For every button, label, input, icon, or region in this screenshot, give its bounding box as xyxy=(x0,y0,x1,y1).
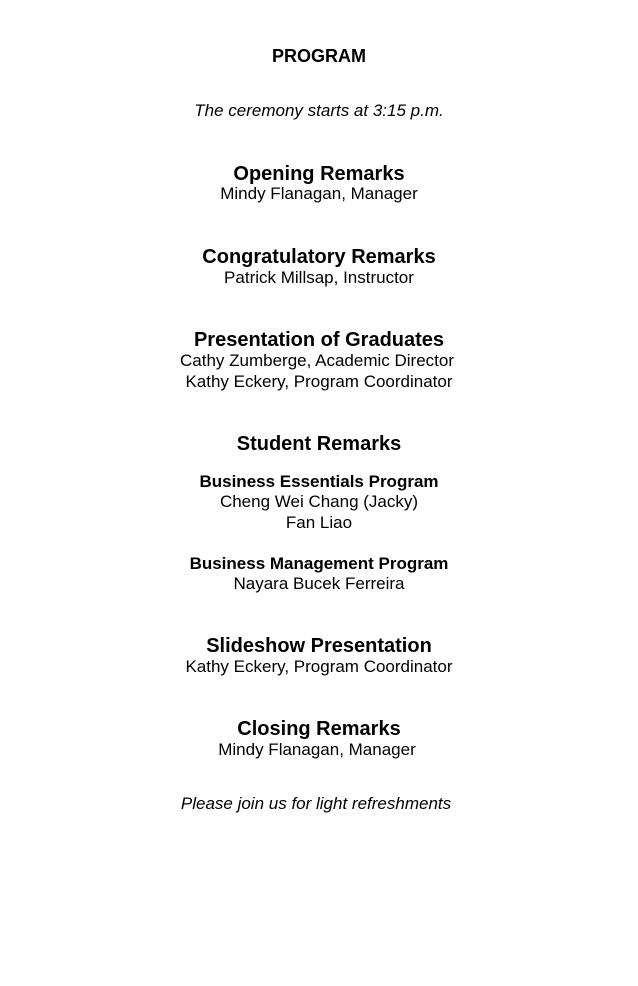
closing-remarks-speaker: Mindy Flanagan, Manager xyxy=(218,740,416,759)
congratulatory-remarks-heading: Congratulatory Remarks xyxy=(202,246,436,268)
presentation-speaker-2: Kathy Eckery, Program Coordinator xyxy=(185,372,453,391)
business-management-program-heading: Business Management Program xyxy=(189,554,449,573)
student-remarks-heading: Student Remarks xyxy=(236,433,402,455)
student-name-3: Nayara Bucek Ferreira xyxy=(233,574,405,593)
opening-remarks-speaker: Mindy Flanagan, Manager xyxy=(220,184,418,203)
congratulatory-remarks-speaker: Patrick Millsap, Instructor xyxy=(224,268,414,287)
program-title: PROGRAM xyxy=(272,46,366,66)
presentation-speaker-1: Cathy Zumberge, Academic Director xyxy=(180,351,454,370)
student-name-2: Fan Liao xyxy=(285,513,353,532)
business-essentials-program-heading: Business Essentials Program xyxy=(199,472,439,491)
slideshow-presentation-speaker: Kathy Eckery, Program Coordinator xyxy=(185,657,453,676)
start-time-note: The ceremony starts at 3:15 p.m. xyxy=(194,101,444,120)
refreshments-note: Please join us for light refreshments xyxy=(180,794,452,813)
slideshow-presentation-heading: Slideshow Presentation xyxy=(206,635,432,657)
opening-remarks-heading: Opening Remarks xyxy=(233,163,405,185)
student-name-1: Cheng Wei Chang (Jacky) xyxy=(219,492,419,511)
presentation-of-graduates-heading: Presentation of Graduates xyxy=(193,329,445,351)
closing-remarks-heading: Closing Remarks xyxy=(237,718,401,740)
